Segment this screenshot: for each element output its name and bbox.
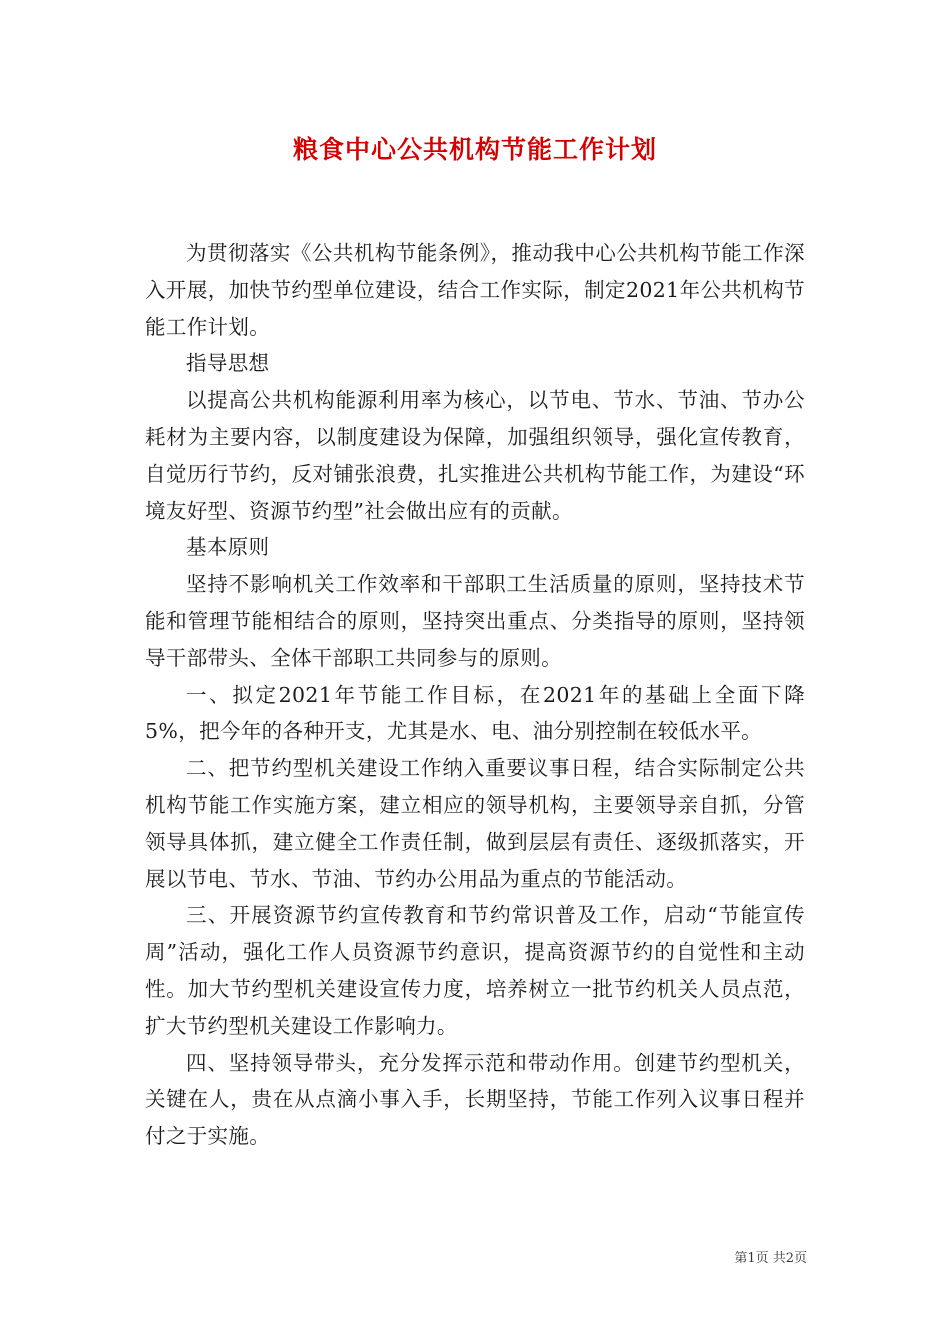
document-title: 粮食中心公共机构节能工作计划 (292, 135, 657, 164)
item-three-paragraph: 三、开展资源节约宣传教育和节约常识普及工作，启动“节能宣传周”活动，强化工作人员资源节约意识，提高资源节约的自觉性和主动性。加大节约型机关建设宣传力度，培养树立一批节约机关人员点范，扩大节约型机关建设工作影响力。 (145, 903, 805, 1038)
guiding-ideology-paragraph: 以提高公共机构能源利用率为核心，以节电、节水、节油、节办公耗材为主要内容，以制度建设为保障，加强组织领导，强化宣传教育，自觉历行节约，反对铺张浪费，扎实推进公共机构节能工作，为建设“环境友好型、资源节约型”社会做出应有的贡献。 (145, 388, 805, 523)
basic-principles-paragraph: 坚持不影响机关工作效率和干部职工生活质量的原则，坚持技术节能和管理节能相结合的原则，坚持突出重点、分类指导的原则，坚持领导干部带头、全体干部职工共同参与的原则。 (145, 572, 805, 670)
intro-paragraph: 为贯彻落实《公共机构节能条例》，推动我中心公共机构节能工作深入开展，加快节约型单位建设，结合工作实际，制定2021年公共机构节能工作计划。 (145, 241, 805, 339)
section-heading-basic-principles: 基本原则 (186, 535, 270, 560)
page-number-footer: 第1页 共2页 (734, 1251, 807, 1266)
item-four-paragraph: 四、坚持领导带头，充分发挥示范和带动作用。创建节约型机关，关键在人，贵在从点滴小事入手，长期坚持，节能工作列入议事日程并付之于实施。 (145, 1050, 805, 1149)
item-one-paragraph: 一、拟定2021年节能工作目标，在2021年的基础上全面下降5%，把今年的各种开支，尤其是水、电、油分别控制在较低水平。 (145, 682, 805, 744)
item-two-paragraph: 二、把节约型机关建设工作纳入重要议事日程，结合实际制定公共机构节能工作实施方案，建立相应的领导机构，主要领导亲自抓，分管领导具体抓，建立健全工作责任制，做到层层有责任、逐级抓落实，开展以节电、节水、节油、节约办公用品为重点的节能活动。 (145, 756, 805, 891)
section-heading-guiding-ideology: 指导思想 (186, 351, 270, 376)
document-body (145, 235, 805, 1155)
